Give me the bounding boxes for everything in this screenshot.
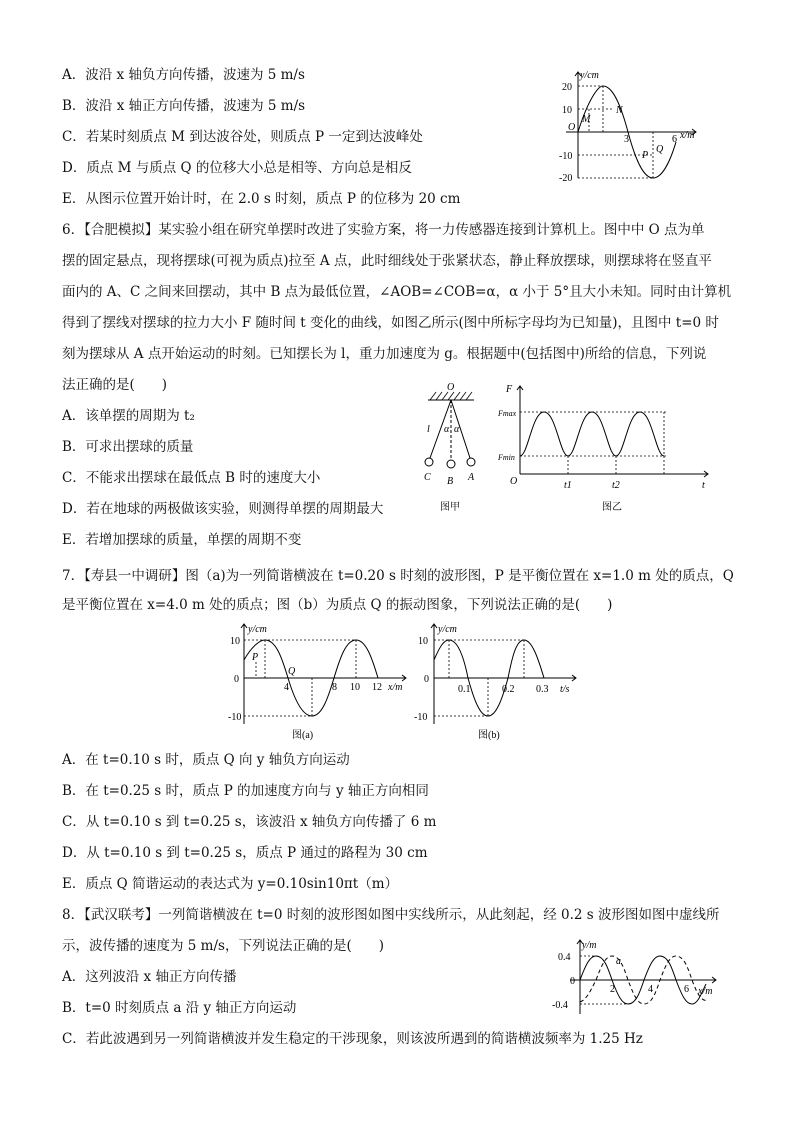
q8-ytick-neg0.4: -0.4: [552, 1000, 568, 1011]
q5-xtick-3: 3: [624, 134, 629, 145]
fig-b-xlabel: t/s: [560, 684, 570, 695]
label-origin: O: [510, 476, 518, 487]
point-a: a: [616, 956, 621, 967]
q5-ytick-neg20: -20: [559, 173, 573, 182]
label-fmax: Fmax: [498, 409, 517, 418]
label-t: t: [702, 480, 705, 491]
q5-option-e: E．从图示位置开始计时，在 2.0 s 时刻，质点 P 的位移为 20 cm: [62, 191, 461, 207]
q7-option-b: B．在 t=0.25 s 时，质点 P 的加速度方向与 y 轴正方向相同: [62, 783, 429, 799]
caption-jia: 图甲: [440, 502, 460, 513]
q5-option-a: A．波沿 x 轴负方向传播，波速为 5 m/s: [62, 67, 305, 83]
ball-b: [447, 460, 455, 468]
point-p: P: [252, 652, 259, 663]
q6-option-c: C．不能求出摆球在最低点 B 时的速度大小: [62, 470, 321, 486]
q5-xlabel: x/m: [680, 130, 695, 141]
q7-vibration-figure-b: [412, 620, 582, 744]
q5-ytick-neg10: -10: [559, 151, 573, 162]
fig-b-ylabel: y/cm: [438, 624, 457, 635]
q8-stem-line-1: 8．【武汉联考】一列简谐横波在 t=0 时刻的波形图如图中实线所示，从此刻起，经 0.2 s 波形图如图中虚线所: [62, 907, 720, 923]
fig-b-xtick-0.2: 0.2: [502, 684, 515, 695]
caption-yi: 图乙: [602, 502, 622, 513]
q6-stem-line-2: 摆的固定悬点，现将摆球(可视为质点)拉至 A 点，此时细线处于张紧状态，静止释放摆球，则摆球将在竖直平: [62, 253, 712, 269]
q8-xtick-2: 2: [610, 984, 615, 995]
q8-option-b: B．t=0 时刻质点 a 沿 y 轴正方向运动: [62, 1000, 297, 1016]
fig-b-xtick-0.1: 0.1: [458, 684, 471, 695]
q6-option-e: E．若增加摆球的质量，单摆的周期不变: [62, 532, 302, 548]
label-o: O: [447, 382, 455, 393]
label-t1: t1: [564, 480, 572, 491]
ceiling-hatch: [430, 392, 472, 400]
q8-option-c: C．若此波遇到另一列简谐横波并发生稳定的干涉现象，则该波所遇到的简谐横波频率为 1.25 Hz: [62, 1031, 643, 1047]
q6-option-b: B．可求出摆球的质量: [62, 439, 194, 455]
label-a: A: [468, 472, 475, 483]
fig-a-ytick-10: 10: [230, 636, 240, 647]
fig-b-ytick-0: 0: [424, 674, 429, 685]
q7-option-a: A．在 t=0.10 s 时，质点 Q 向 y 轴负方向运动: [62, 752, 350, 768]
q6-stem-line-6: 法正确的是( ): [62, 377, 168, 393]
q5-ylabel: y/cm: [580, 70, 599, 81]
point-q: Q: [656, 144, 664, 155]
force-time-figure: [498, 380, 718, 516]
q7-option-d: D．从 t=0.10 s 到 t=0.25 s，质点 P 通过的路程为 30 cm: [62, 845, 428, 861]
label-l: l: [427, 424, 430, 435]
label-fmin: Fmin: [498, 453, 515, 462]
q6-option-a: A．该单摆的周期为 t₂: [62, 408, 195, 424]
q8-xtick-6: 6: [684, 984, 689, 995]
label-alpha-1: α: [444, 424, 450, 435]
fig-a-ylabel: y/cm: [248, 624, 267, 635]
q6-stem-line-4: 得到了摆线对摆球的拉力大小 F 随时间 t 变化的曲线，如图乙所示(图中所标字母均为已知量)，且图中 t=0 时: [62, 315, 719, 331]
q7-stem-line-1: 7．【寿县一中调研】图（a)为一列简谐横波在 t=0.20 s 时刻的波形图，P 是平衡位置在 x=1.0 m 处的质点，Q: [62, 568, 734, 584]
point-p: P: [642, 150, 649, 161]
q5-option-b: B．波沿 x 轴正方向传播，波速为 5 m/s: [62, 98, 306, 114]
fig-a-xtick-4: 4: [284, 682, 289, 693]
q6-option-d: D．若在地球的两极做该实验，则测得单摆的周期最大: [62, 501, 384, 517]
ball-c: [425, 458, 433, 466]
q5-option-c: C．若某时刻质点 M 到达波谷处，则质点 P 一定到达波峰处: [62, 129, 423, 145]
q7-stem-line-2: 是平衡位置在 x=4.0 m 处的质点；图（b）为质点 Q 的振动图象，下列说法正确的是( ): [62, 597, 613, 613]
q8-ylabel: y/m: [582, 940, 597, 951]
force-curve: [520, 412, 664, 456]
label-b: B: [447, 476, 454, 487]
fig-b-caption: 图(b): [478, 730, 500, 741]
q8-ytick-0: 0: [570, 976, 575, 987]
q7-option-e: E．质点 Q 简谐运动的表达式为 y=0.10sin10πt（m）: [62, 876, 399, 892]
q5-wave-figure: [558, 66, 708, 182]
fig-a-xtick-8: 8: [332, 682, 337, 693]
label-t2: t2: [612, 480, 620, 491]
ball-a: [467, 458, 475, 466]
pendulum-figure: [414, 380, 484, 516]
q5-ytick-20: 20: [562, 82, 572, 93]
fig-a-xtick-12: 12: [372, 682, 382, 693]
q6-stem-line-5: 刻为摆球从 A 点开始运动的时刻。已知摆长为 l，重力加速度为 g。根据题中(包括图中)所给的信息，下列说: [62, 346, 707, 362]
q8-ytick-0.4: 0.4: [558, 952, 571, 963]
q5-origin: O: [568, 122, 576, 133]
label-c: C: [424, 472, 431, 483]
fig-b-ytick-10: 10: [418, 636, 428, 647]
q8-wave-figure: [552, 936, 724, 1020]
q8-option-a: A．这列波沿 x 轴正方向传播: [62, 969, 237, 985]
fig-b-xtick-0.3: 0.3: [536, 684, 549, 695]
fig-a-xtick-10: 10: [350, 682, 360, 693]
fig-b-ytick-neg10: -10: [414, 712, 428, 723]
fig-a-ytick-neg10: -10: [228, 712, 242, 723]
q6-stem-line-1: 6．【合肥模拟】某实验小组在研究单摆时改进了实验方案，将一力传感器连接到计算机上。图中中 O 点为单: [62, 222, 705, 238]
q8-xtick-4: 4: [648, 984, 653, 995]
fig-a-caption: 图(a): [292, 730, 314, 741]
q8-stem-line-2: 示，波传播的速度为 5 m/s，下列说法正确的是( ): [62, 938, 384, 954]
q6-stem-line-3: 面内的 A、C 之间来回摆动，其中 B 点为最低位置，∠AOB=∠COB=α，α 小于 5°且大小未知。同时由计算机: [62, 284, 732, 300]
q5-option-d: D．质点 M 与质点 Q 的位移大小总是相等、方向总是相反: [62, 160, 412, 176]
q8-xlabel: x/m: [698, 986, 713, 997]
point-n: N: [616, 105, 623, 116]
q7-wave-figure-a: [228, 620, 412, 744]
point-q: Q: [288, 666, 296, 677]
label-alpha-2: α: [454, 424, 460, 435]
q5-ytick-10: 10: [562, 105, 572, 116]
point-m: M: [582, 114, 591, 125]
label-f: F: [506, 384, 513, 395]
fig-a-xlabel: x/m: [388, 682, 403, 693]
q7-option-c: C．从 t=0.10 s 到 t=0.25 s，该波沿 x 轴负方向传播了 6 m: [62, 814, 437, 830]
q5-xtick-6: 6: [672, 134, 677, 145]
fig-a-ytick-0: 0: [234, 674, 239, 685]
